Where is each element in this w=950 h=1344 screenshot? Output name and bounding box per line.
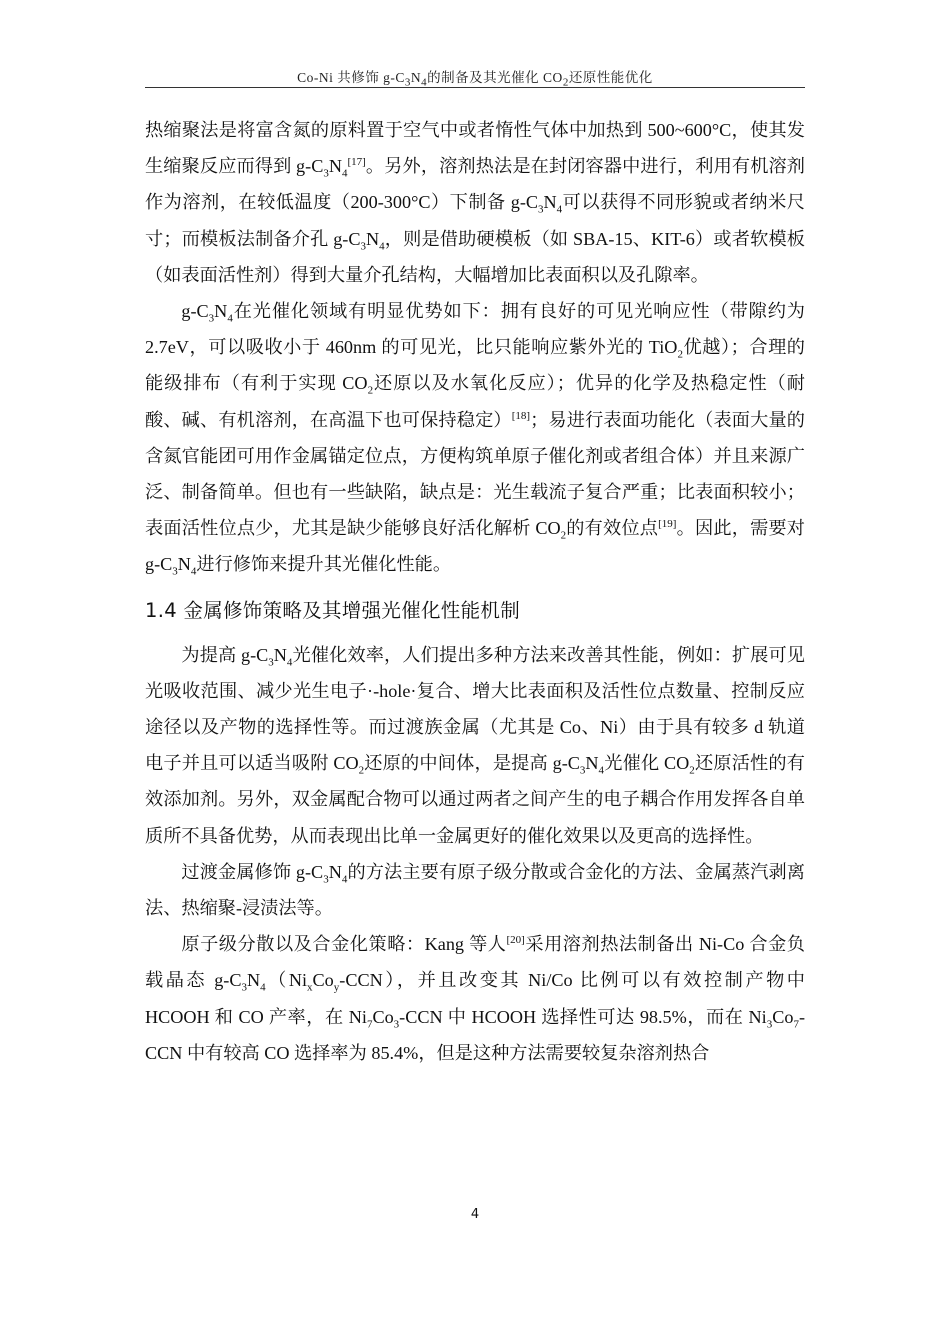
subscript: 4: [227, 312, 233, 325]
page-number: 4: [470, 1207, 480, 1222]
subscript: 4: [556, 204, 563, 217]
subscript: 4: [286, 656, 293, 669]
body-paragraph: [145, 637, 805, 854]
text-run: -CCN），并且改变其 Ni/Co 比例可以有效控制产物中 HCOOH 和 CO 产率，在 Ni: [145, 970, 805, 1027]
subscript: 3: [208, 312, 215, 325]
body-paragraph: [145, 926, 805, 1071]
text-run: 可以获得不同形貌或者纳米尺寸；而模板法制备介孔 g-C: [145, 192, 805, 249]
body-paragraph: [145, 293, 805, 583]
text-run: N: [543, 192, 557, 213]
text-run: 光催化效率，人们提出多种方法来改善其性能，例如：扩展可见光吸收范围、减少光生电子·-hole·复合、增大比表面积及活性位点数量、控制反应途径以及产物的选择性等。而过渡族金属（尤其是 Co、Ni）由于具有较多 d 轨道电子并且可以适当吸附 CO: [145, 644, 805, 774]
subscript: 3: [172, 566, 178, 579]
section-heading: 1.4 金属修饰策略及其增强光催化性能机制: [145, 598, 521, 622]
text-run: 。另外，溶剂热法是在封闭容器中进行，利用有机溶剂作为溶剂，在较低温度（200-300°C）下制备 g-C: [145, 156, 805, 213]
text-run: 采用溶剂热法制备出 Ni-Co 合金负载晶态 g-C: [145, 934, 805, 991]
text-run: 为提高 g-C: [181, 644, 269, 665]
text-run: 。因此，需要对 g-C: [145, 518, 805, 575]
text-run: 的有效位点: [566, 518, 659, 539]
citation-ref: [19]: [658, 518, 677, 531]
subscript: 4: [379, 240, 385, 253]
subscript: 3: [323, 167, 329, 180]
text-run: 在光催化领域有明显优势如下：拥有良好的可见光响应性（带隙约为 2.7eV，可以吸收小于 460nm 的可见光，比只能响应紫外光的 TiO: [145, 301, 805, 358]
paragraph-group-intro: [145, 112, 805, 583]
text-run: Co: [772, 1006, 794, 1027]
text-run: g-C: [181, 301, 209, 322]
text-run: 还原活性的有效添加剂。另外，双金属配合物可以通过两者之间产生的电子耦合作用发挥各自单质所不具备优势，从而表现出比单一金属更好的催化效果以及更高的选择性。: [145, 753, 805, 846]
text-run: N: [177, 554, 191, 575]
citation-ref: [17]: [347, 156, 366, 169]
subscript: 3: [360, 240, 366, 253]
subscript: 3: [579, 764, 586, 777]
running-header: Co-Ni 共修饰 $g-C_3N_4$的制备及其光催化 $CO_2$还原性能优化: [297, 70, 653, 89]
subscript: 3: [268, 656, 274, 669]
subscript: 2: [689, 764, 695, 777]
subscript: 2: [677, 348, 683, 361]
subscript: 4: [190, 566, 197, 579]
text-run: N: [365, 228, 380, 249]
subscript: 3: [393, 1018, 400, 1031]
subscript: 4: [341, 167, 348, 180]
subscript: x: [307, 982, 313, 995]
subscript: y: [333, 982, 340, 995]
text-run: N: [328, 156, 342, 177]
text-run: N: [273, 644, 287, 665]
text-run: 原子级分散以及合金化策略：Kang 等人: [181, 934, 507, 955]
subscript: 2: [560, 529, 567, 542]
text-run: 光催化 CO: [604, 753, 690, 774]
text-run: Co: [312, 970, 334, 991]
paragraph-group-section: [145, 637, 805, 1071]
text-run: 过渡金属修饰 g-C: [181, 861, 324, 882]
text-run: N: [246, 970, 261, 991]
text-run: 热缩聚法是将富含氮的原料置于空气中或者惰性气体中加热到 500~600°C，使其发生缩聚反应而得到 g-C: [145, 120, 805, 177]
subscript: 4: [341, 873, 348, 886]
header-rule: [145, 87, 805, 88]
body-paragraph: [145, 112, 805, 293]
subscript: 3: [538, 204, 544, 217]
page-body: [145, 112, 805, 1071]
subscript: 3: [241, 982, 247, 995]
subscript: 4: [598, 764, 605, 777]
text-run: N: [214, 301, 228, 322]
text-run: N: [585, 753, 599, 774]
text-run: Co: [372, 1006, 394, 1027]
subscript: 3: [766, 1018, 773, 1031]
text-run: 还原的中间体，是提高 g-C: [364, 753, 580, 774]
subscript: 7: [793, 1018, 799, 1031]
text-run: （Ni: [265, 970, 308, 991]
text-run: 进行修饰来提升其光催化性能。: [196, 554, 452, 575]
text-run: N: [328, 861, 342, 882]
citation-ref: [18]: [511, 409, 531, 422]
text-run: ，则是借助硬模板（如 SBA-15、KIT-6）或者软模板（如表面活性剂）得到大量介孔结构，大幅增加比表面积以及孔隙率。: [145, 228, 805, 285]
text-run: 的方法主要有原子级分散或合金化的方法、金属蒸汽剥离法、热缩聚-浸渍法等。: [145, 861, 805, 919]
subscript: 4: [260, 982, 266, 995]
text-run: -CCN 中 HCOOH 选择性可达 98.5%，而在 Ni: [399, 1006, 767, 1027]
text-run: 还原以及水氧化反应）；优异的化学及热稳定性（耐酸、碱、有机溶剂，在高温下也可保持稳定）: [145, 373, 805, 430]
subscript: 2: [367, 385, 374, 398]
subscript: 7: [366, 1018, 373, 1031]
citation-ref: [20]: [506, 934, 525, 947]
text-run: -CCN 中有较高 CO 选择率为 85.4%，但是这种方法需要较复杂溶剂热合: [145, 1006, 805, 1063]
text-run: ；易进行表面功能化（表面大量的含氮官能团可用作金属锚定位点，方便构筑单原子催化剂或者组合体）并且来源广泛、制备简单。但也有一些缺陷，缺点是：光生载流子复合严重；比表面积较小；表面活性位点少，尤其是缺少能够良好活化解析 CO: [145, 409, 805, 539]
subscript: 2: [358, 764, 365, 777]
text-run: 优越）；合理的能级排布（有利于实现 CO: [145, 337, 805, 394]
body-paragraph: [145, 854, 805, 926]
subscript: 3: [323, 873, 329, 886]
